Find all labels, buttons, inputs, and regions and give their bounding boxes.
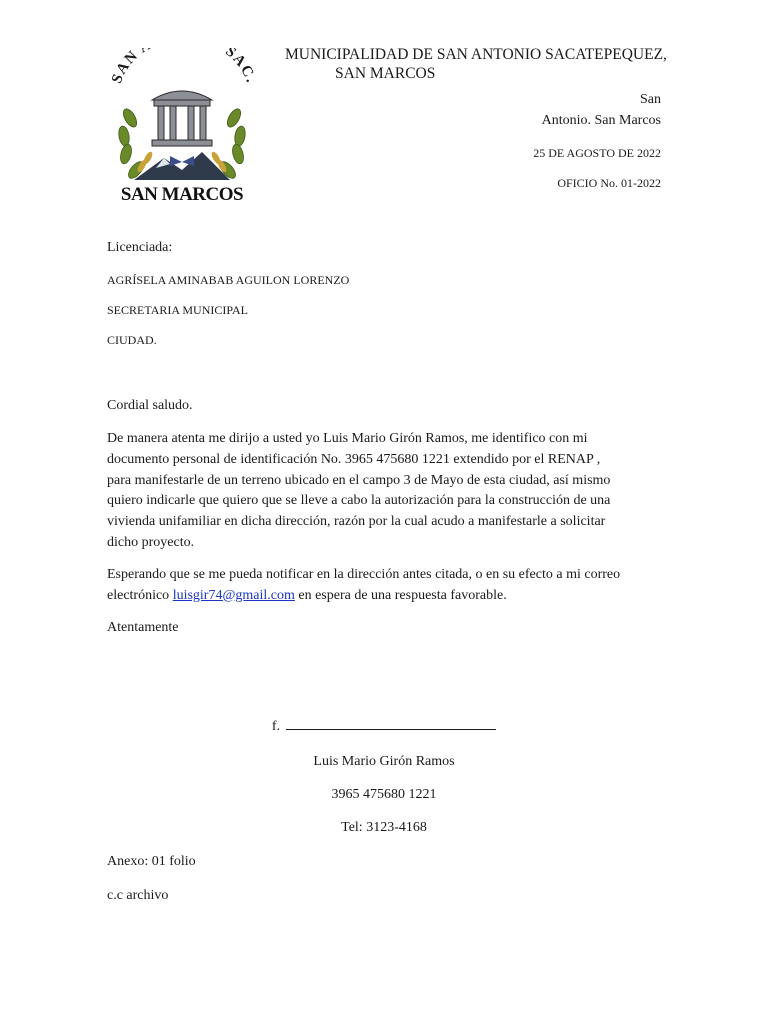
municipal-logo: [104, 48, 260, 208]
closing-suffix: en espera de una respuesta favorable.: [294, 587, 507, 603]
oficio-number: OFICIO No. 01-2022: [557, 176, 661, 190]
logo-bottom-text: SAN MARCOS: [120, 184, 244, 205]
greeting: Cordial saludo.: [107, 398, 193, 413]
recipient-city: CIUDAD.: [107, 333, 157, 347]
signature-f-label: f.: [271, 719, 281, 734]
signature-line: [286, 719, 496, 730]
signer-name: Luis Mario Girón Ramos: [313, 754, 455, 769]
header-subtitle: SAN MARCOS: [335, 65, 436, 82]
body-line: documento personal de identificación No. 3965 475680 1221 extendido por el RENAP ,: [107, 451, 601, 467]
recipient-position: SECRETARIA MUNICIPAL: [107, 303, 248, 317]
sign-off: Atentamente: [107, 620, 179, 635]
closing-paragraph: [107, 565, 667, 607]
signer-phone: Tel: 3123-4168: [341, 820, 427, 835]
place-line-1: San: [640, 92, 661, 107]
municipal-seal-icon: [104, 48, 260, 208]
closing-prefix: electrónico: [107, 587, 173, 603]
anexo-note: Anexo: 01 folio: [107, 854, 196, 869]
body-paragraph: [107, 429, 667, 554]
signature-line-row: [0, 719, 768, 735]
header-title: MUNICIPALIDAD DE SAN ANTONIO SACATEPEQUEZ,: [285, 46, 667, 63]
cc-note: c.c archivo: [107, 888, 169, 903]
body-line: De manera atenta me dirijo a usted yo Luis Mario Girón Ramos, me identifico con mi: [107, 431, 588, 446]
email-link[interactable]: luisgir74@gmail.com: [172, 587, 295, 603]
closing-line-1: Esperando que se me pueda notificar en la dirección antes citada, o en su efecto a mi correo: [107, 567, 621, 582]
logo-arc-text: SAN SAC.: [108, 48, 260, 86]
body-line: para manifestarle de un terreno ubicado en el campo 3 de Mayo de esta ciudad, así mismo: [107, 472, 611, 488]
closing-line-2: [107, 586, 667, 607]
body-line: dicho proyecto.: [107, 534, 195, 550]
place-line-2: Antonio. San Marcos: [541, 113, 661, 128]
recipient-name: AGRÍSELA AMINABAB AGUILON LORENZO: [107, 273, 350, 287]
recipient-salutation: Licenciada:: [107, 240, 173, 255]
letter-date: 25 DE AGOSTO DE 2022: [533, 146, 661, 160]
body-line: vivienda unifamiliar en dicha dirección, razón por la cual acudo a manifestarle a solicitar: [107, 514, 606, 530]
signer-dpi: 3965 475680 1221: [331, 787, 437, 802]
body-line: quiero indicarle que quiero que se lleve a cabo la autorización para la construcción de una: [107, 493, 611, 509]
